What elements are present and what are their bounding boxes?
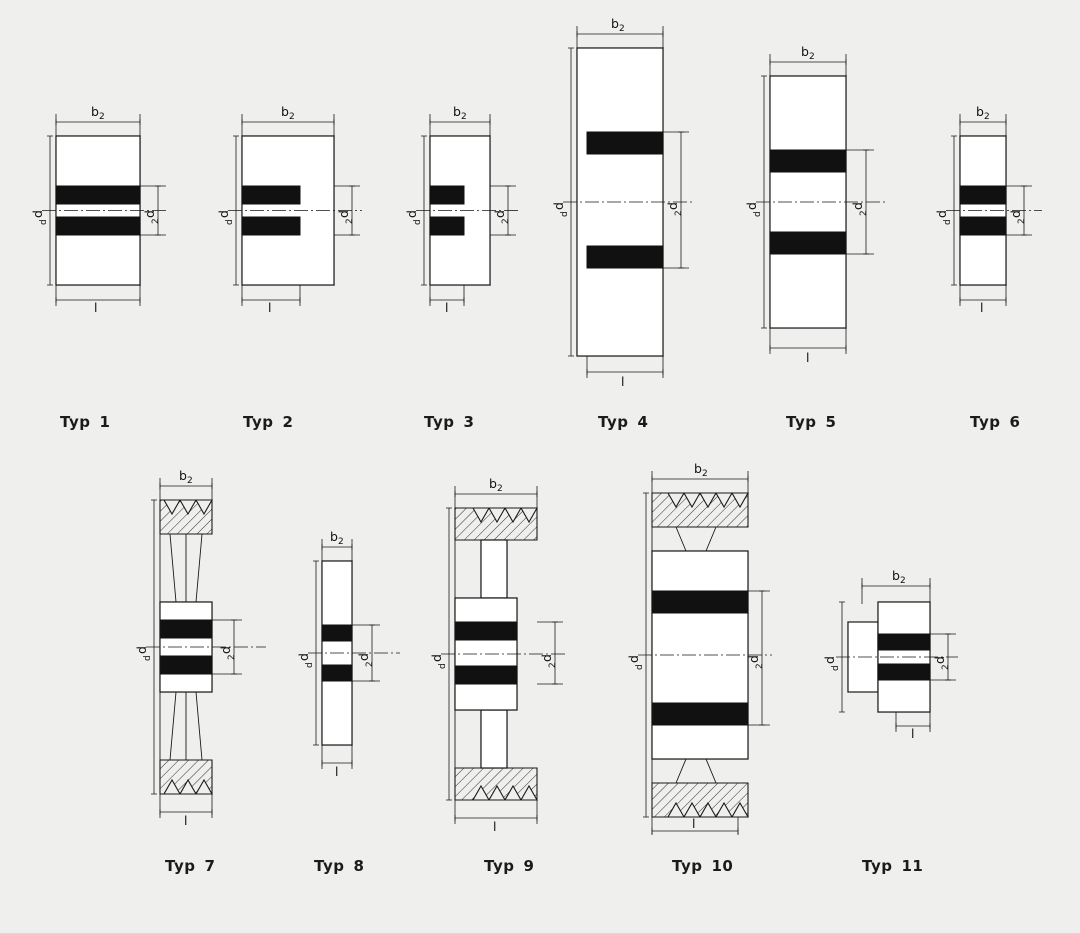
- caption-number: 1: [99, 413, 111, 431]
- svg-text:d: d: [943, 219, 953, 225]
- svg-text:d: d: [822, 656, 837, 664]
- svg-text:d: d: [831, 665, 841, 671]
- caption-number: 11: [901, 857, 924, 875]
- svg-text:l: l: [268, 300, 272, 315]
- caption-word: Typ: [60, 413, 91, 431]
- figure-typ-11: [818, 562, 978, 747]
- caption-word: Typ: [970, 413, 1001, 431]
- caption-word: Typ: [165, 857, 196, 875]
- svg-text:2: 2: [619, 24, 625, 34]
- svg-text:2: 2: [859, 210, 869, 216]
- caption-typ-3: [424, 413, 474, 431]
- caption-typ-1: [60, 413, 110, 431]
- svg-text:d: d: [225, 219, 235, 225]
- caption-typ-2: [243, 413, 293, 431]
- figure-typ-5: [740, 40, 910, 375]
- svg-text:d: d: [438, 663, 448, 669]
- caption-word: Typ: [672, 857, 703, 875]
- svg-text:l: l: [184, 813, 188, 828]
- svg-text:2: 2: [461, 112, 467, 122]
- svg-text:2: 2: [501, 218, 511, 224]
- svg-text:d: d: [30, 210, 45, 218]
- caption-word: Typ: [598, 413, 629, 431]
- caption-typ-8: [314, 857, 364, 875]
- svg-text:l: l: [493, 819, 497, 834]
- svg-text:l: l: [94, 300, 98, 315]
- svg-text:b: b: [330, 529, 338, 544]
- figure-typ-3: [400, 100, 550, 315]
- svg-text:b: b: [91, 104, 99, 119]
- caption-word: Typ: [424, 413, 455, 431]
- figure-typ-8: [292, 525, 422, 780]
- figure-typ-9: [425, 470, 590, 835]
- svg-text:d: d: [635, 664, 645, 670]
- svg-text:2: 2: [548, 662, 558, 668]
- caption-number: 5: [825, 413, 837, 431]
- svg-text:2: 2: [809, 52, 815, 62]
- svg-text:d: d: [746, 655, 761, 663]
- svg-text:2: 2: [497, 484, 503, 494]
- svg-text:d: d: [429, 654, 444, 662]
- caption-word: Typ: [484, 857, 515, 875]
- svg-text:d: d: [753, 211, 763, 217]
- svg-text:l: l: [445, 300, 449, 315]
- svg-text:2: 2: [900, 576, 906, 586]
- svg-text:l: l: [980, 300, 984, 315]
- svg-text:b: b: [801, 44, 809, 59]
- svg-text:b: b: [694, 461, 702, 476]
- svg-text:d: d: [850, 202, 865, 210]
- svg-text:2: 2: [365, 661, 375, 667]
- figure-typ-7: [130, 462, 290, 832]
- caption-word: Typ: [314, 857, 345, 875]
- svg-text:d: d: [1008, 210, 1023, 218]
- caption-typ-9: [484, 857, 534, 875]
- figure-typ-4: [545, 14, 715, 399]
- svg-text:d: d: [626, 655, 641, 663]
- svg-text:d: d: [744, 202, 759, 210]
- caption-number: 6: [1009, 413, 1021, 431]
- svg-text:2: 2: [151, 218, 161, 224]
- svg-text:l: l: [806, 350, 810, 365]
- svg-text:d: d: [539, 654, 554, 662]
- svg-text:d: d: [492, 210, 507, 218]
- svg-text:d: d: [932, 656, 947, 664]
- caption-typ-10: [672, 857, 733, 875]
- svg-text:b: b: [892, 568, 900, 583]
- svg-text:d: d: [134, 646, 149, 654]
- figure-typ-2: [212, 100, 382, 315]
- svg-text:d: d: [934, 210, 949, 218]
- svg-text:2: 2: [941, 664, 951, 670]
- svg-text:2: 2: [674, 210, 684, 216]
- svg-text:d: d: [356, 653, 371, 661]
- svg-text:b: b: [179, 468, 187, 483]
- svg-text:b: b: [453, 104, 461, 119]
- svg-text:l: l: [621, 374, 625, 389]
- figure-typ-1: [28, 100, 188, 315]
- svg-text:2: 2: [702, 469, 708, 479]
- caption-number: 7: [204, 857, 216, 875]
- svg-text:d: d: [143, 655, 153, 661]
- caption-number: 2: [282, 413, 294, 431]
- svg-text:2: 2: [187, 476, 193, 486]
- figure-typ-10: [620, 455, 795, 835]
- caption-typ-11: [862, 857, 923, 875]
- caption-number: 9: [523, 857, 535, 875]
- svg-text:l: l: [335, 764, 339, 779]
- svg-text:2: 2: [338, 537, 344, 547]
- caption-typ-6: [970, 413, 1020, 431]
- svg-text:2: 2: [755, 663, 765, 669]
- caption-number: 4: [637, 413, 649, 431]
- svg-text:d: d: [216, 210, 231, 218]
- caption-typ-4: [598, 413, 648, 431]
- svg-text:b: b: [281, 104, 289, 119]
- svg-text:2: 2: [99, 112, 105, 122]
- svg-text:l: l: [692, 816, 696, 831]
- svg-text:d: d: [560, 211, 570, 217]
- caption-word: Typ: [243, 413, 274, 431]
- svg-text:2: 2: [984, 112, 990, 122]
- svg-text:d: d: [296, 653, 311, 661]
- svg-text:d: d: [39, 219, 49, 225]
- svg-text:d: d: [336, 210, 351, 218]
- caption-typ-7: [165, 857, 215, 875]
- svg-text:2: 2: [289, 112, 295, 122]
- svg-text:2: 2: [227, 654, 237, 660]
- svg-text:d: d: [142, 210, 157, 218]
- svg-text:2: 2: [1017, 218, 1027, 224]
- svg-text:d: d: [551, 202, 566, 210]
- caption-number: 3: [463, 413, 475, 431]
- caption-number: 8: [353, 857, 365, 875]
- svg-text:b: b: [976, 104, 984, 119]
- svg-text:d: d: [404, 210, 419, 218]
- svg-text:d: d: [218, 646, 233, 654]
- caption-number: 10: [711, 857, 734, 875]
- svg-text:b: b: [489, 476, 497, 491]
- svg-text:b: b: [611, 16, 619, 31]
- caption-word: Typ: [862, 857, 893, 875]
- svg-text:l: l: [911, 726, 915, 741]
- svg-text:d: d: [305, 662, 315, 668]
- caption-typ-5: [786, 413, 836, 431]
- svg-text:d: d: [665, 202, 680, 210]
- caption-word: Typ: [786, 413, 817, 431]
- svg-text:d: d: [413, 219, 423, 225]
- figure-typ-6: [930, 100, 1065, 315]
- svg-text:2: 2: [345, 218, 355, 224]
